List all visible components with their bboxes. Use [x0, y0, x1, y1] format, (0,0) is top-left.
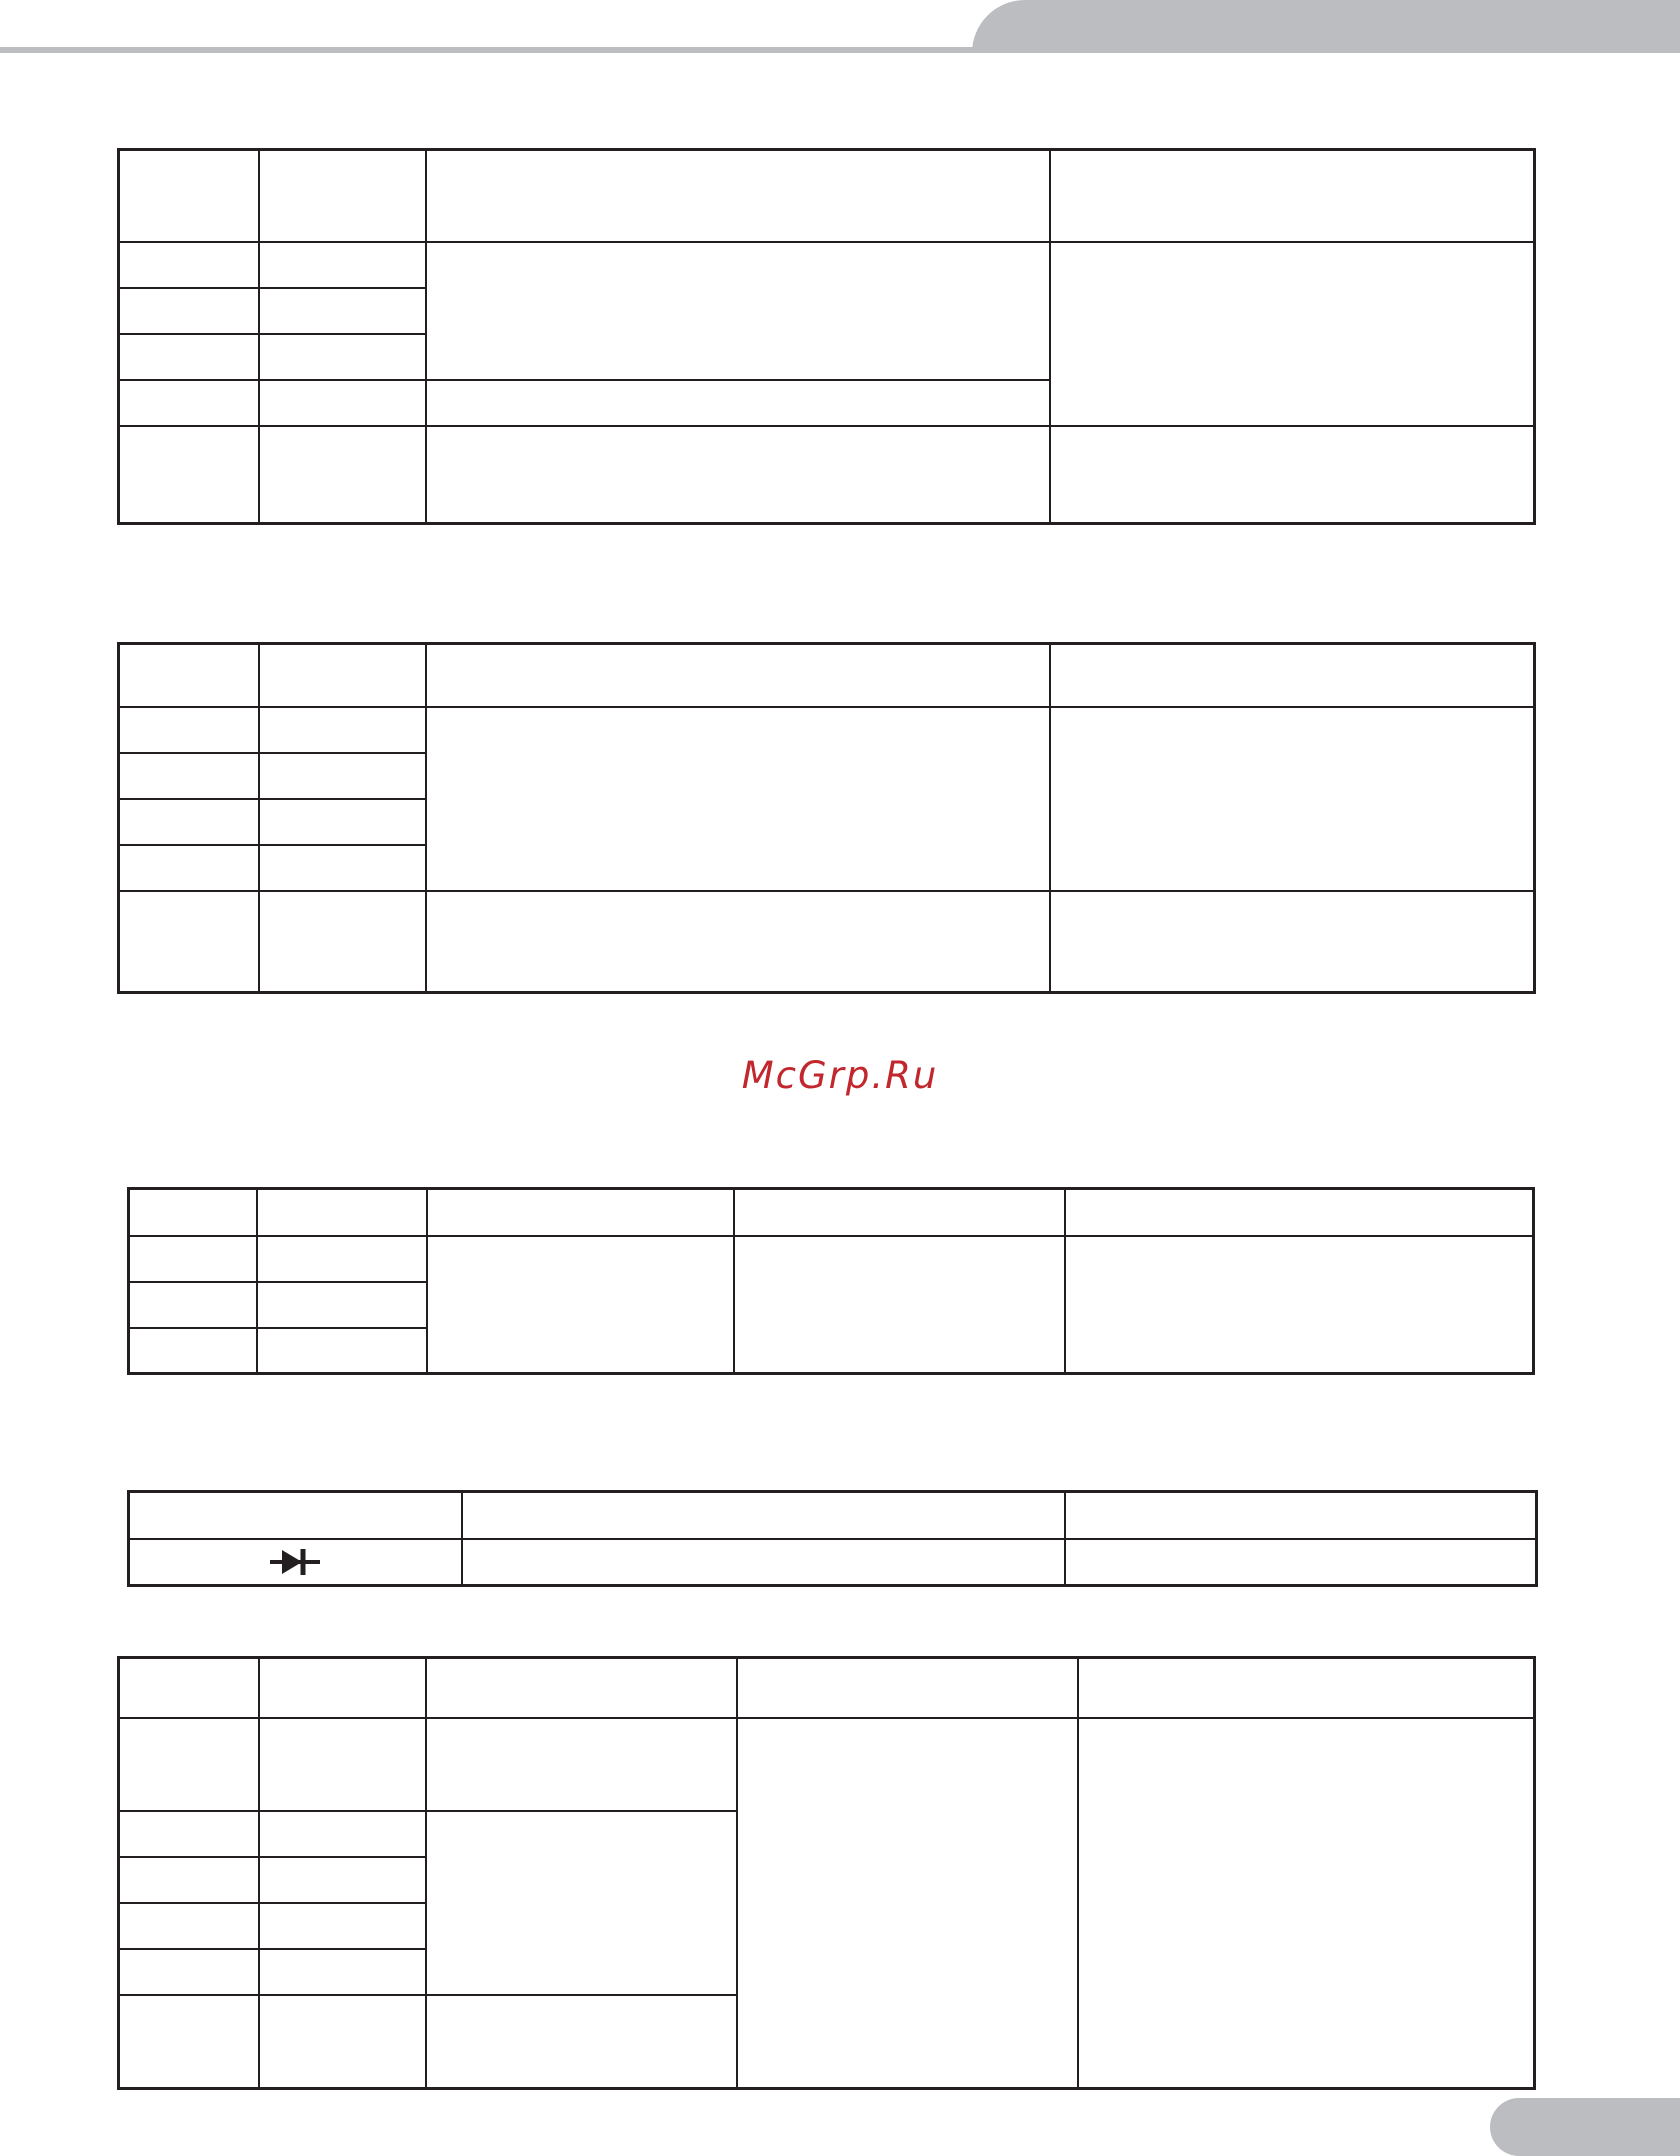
table-cell [259, 380, 426, 426]
table-cell [119, 891, 259, 993]
table-merged-cell [1065, 1236, 1534, 1374]
table-cell [119, 1857, 259, 1903]
table-header-cell [259, 644, 426, 707]
table-header-cell [259, 150, 426, 242]
table-header-cell [427, 1189, 734, 1236]
table-header-cell [1065, 1189, 1534, 1236]
watermark: McGrp.Ru [741, 1054, 939, 1097]
table-cell [119, 1903, 259, 1949]
table-merged-cell [426, 707, 1050, 891]
table-cell [462, 1539, 1065, 1586]
spec-table-5 [117, 1656, 1536, 2090]
table-merged-cell [426, 1811, 737, 1995]
table-header-cell [119, 644, 259, 707]
table-merged-cell [1078, 1718, 1535, 2089]
table-cell [259, 799, 426, 845]
table-cell [259, 707, 426, 753]
table-cell [129, 1328, 257, 1374]
table-cell [259, 1995, 426, 2089]
table-header-cell [737, 1658, 1078, 1718]
table-header-cell [259, 1658, 426, 1718]
table-cell [119, 1811, 259, 1857]
table-merged-cell [1050, 707, 1535, 891]
table-header-cell [119, 150, 259, 242]
table-cell [259, 1811, 426, 1857]
table-cell [259, 242, 426, 288]
table-cell [119, 426, 259, 524]
table-cell [119, 753, 259, 799]
spec-table-4 [127, 1490, 1538, 1587]
table-merged-cell [427, 1236, 734, 1374]
table-merged-cell [426, 242, 1050, 380]
table-cell [129, 1282, 257, 1328]
table-cell [259, 891, 426, 993]
table-header-cell [1050, 644, 1535, 707]
table-cell [257, 1328, 427, 1374]
table-cell [259, 1949, 426, 1995]
table-cell [426, 891, 1050, 993]
table-cell [119, 845, 259, 891]
table-cell [119, 242, 259, 288]
spec-table-3 [127, 1187, 1535, 1375]
table-cell [257, 1236, 427, 1282]
table-cell [119, 1995, 259, 2089]
table-cell [119, 334, 259, 380]
table-cell [259, 334, 426, 380]
table-cell [119, 799, 259, 845]
table-header-cell [1078, 1658, 1535, 1718]
table-cell [259, 845, 426, 891]
table-cell [259, 288, 426, 334]
table-header-cell [734, 1189, 1065, 1236]
table-cell [426, 1718, 737, 1811]
table-cell [1050, 426, 1535, 524]
diode-symbol-icon [268, 1547, 322, 1577]
table-cell [129, 1236, 257, 1282]
spec-table-2 [117, 642, 1536, 994]
table-header-cell [462, 1492, 1065, 1539]
table-merged-cell [737, 1718, 1078, 2089]
table-cell [426, 426, 1050, 524]
table-cell [119, 707, 259, 753]
page-number-tab [1490, 2098, 1680, 2156]
table-cell [1065, 1539, 1537, 1586]
table-header-cell [426, 1658, 737, 1718]
table-merged-cell [1050, 242, 1535, 426]
table-cell [119, 288, 259, 334]
table-cell [119, 1949, 259, 1995]
table-cell [259, 1857, 426, 1903]
table-header-cell [426, 644, 1050, 707]
table-cell [129, 1539, 462, 1586]
table-cell [426, 1995, 737, 2089]
table-header-cell [129, 1189, 257, 1236]
table-header-cell [1050, 150, 1535, 242]
table-header-cell [119, 1658, 259, 1718]
table-merged-cell [734, 1236, 1065, 1374]
spec-table-1 [117, 148, 1536, 525]
table-header-cell [129, 1492, 462, 1539]
table-cell [259, 1903, 426, 1949]
table-header-cell [257, 1189, 427, 1236]
table-cell [119, 1718, 259, 1811]
table-cell [426, 380, 1050, 426]
table-header-cell [426, 150, 1050, 242]
table-cell [1050, 891, 1535, 993]
table-cell [257, 1282, 427, 1328]
table-cell [119, 380, 259, 426]
header-tab [972, 0, 1680, 53]
table-cell [259, 426, 426, 524]
table-cell [259, 1718, 426, 1811]
table-cell [259, 753, 426, 799]
table-header-cell [1065, 1492, 1537, 1539]
